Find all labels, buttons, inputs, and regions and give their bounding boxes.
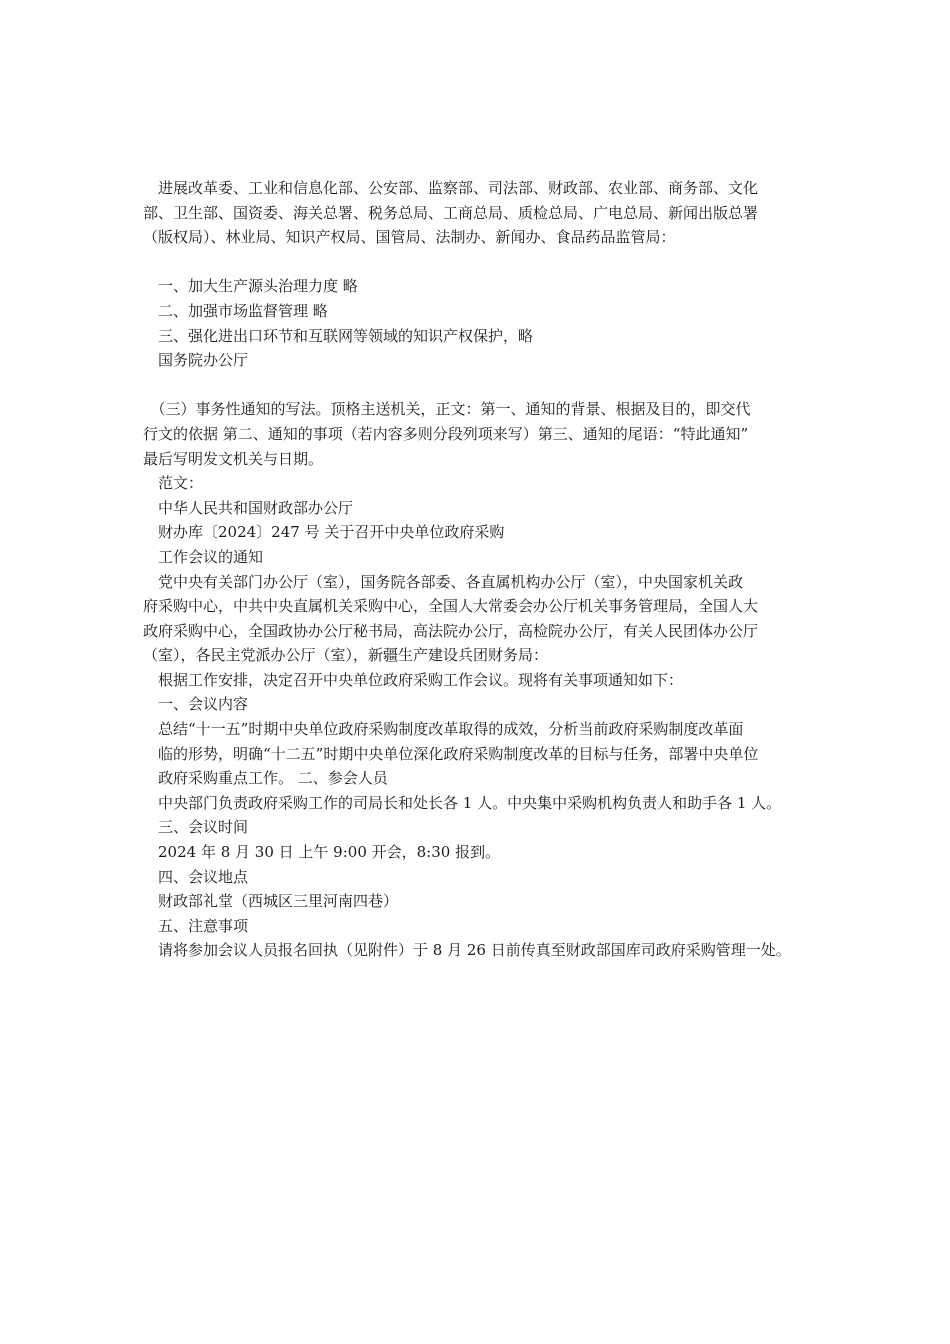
sample-label: 范文： [143, 474, 204, 493]
meeting-content-line-2: 临的形势，明确“十二五”时期中央单位深化政府采购制度改革的目标与任务，部署中央单位 [143, 744, 759, 763]
addressee-line-3: （版权局）、林业局、知识产权局、国管局、法制办、新闻办、食品药品监管局： [143, 228, 676, 247]
section-heading-line-3: 最后写明发文机关与日期。 [143, 449, 324, 468]
item-three: 三、强化进出口环节和互联网等领域的知识产权保护，略 [143, 326, 534, 345]
sample-addressee-line-4: （室），各民主党派办公厅（室），新疆生产建设兵团财务局： [143, 646, 549, 665]
document-body [143, 176, 823, 963]
meeting-content-heading: 一、会议内容 [143, 695, 249, 714]
sample-issuer: 中华人民共和国财政部办公厅 [143, 498, 354, 517]
addressee-line-2: 部、卫生部、国资委、海关总署、税务总局、工商总局、质检总局、广电总局、新闻出版总署 [143, 203, 759, 222]
sample-intro: 根据工作安排，决定召开中央单位政府采购工作会议。现将有关事项通知如下： [143, 670, 684, 689]
sample-addressee-line-1: 党中央有关部门办公厅（室），国务院各部委、各直属机构办公厅（室），中央国家机关政 [143, 572, 744, 591]
item-two: 二、加强市场监督管理 略 [143, 301, 328, 320]
item-one: 一、加大生产源头治理力度 略 [143, 277, 358, 296]
sample-addressee-line-2: 府采购中心，中共中央直属机关采购中心，全国人大常委会办公厅机关事务管理局，全国人大 [143, 597, 759, 616]
paragraph-gap [143, 250, 823, 275]
meeting-place-heading: 四、会议地点 [143, 867, 249, 886]
attendees-line: 中央部门负责政府采购工作的司局长和处长各 1 人。中央集中采购机构负责人和助手各 1 人。 [143, 793, 782, 812]
meeting-content-line-3: 政府采购重点工作。 二、参会人员 [143, 769, 388, 788]
sample-title-cont: 工作会议的通知 [143, 547, 264, 566]
paragraph-gap [143, 373, 823, 398]
section-heading-line-2: 行文的依据 第二、通知的事项（若内容多则分段列项来写）第三、通知的尾语：“特此通知” [143, 424, 749, 443]
issuer-line: 国务院办公厅 [143, 351, 249, 370]
addressee-line-1: 进展改革委、工业和信息化部、公安部、监察部、司法部、财政部、农业部、商务部、文化 [143, 179, 759, 197]
notes-line: 请将参加会议人员报名回执（见附件）于 8 月 26 日前传真至财政部国库司政府采购管理一处。 [143, 941, 791, 960]
meeting-content-line-1: 总结“十一五”时期中央单位政府采购制度改革取得的成效，分析当前政府采购制度改革面 [143, 720, 744, 739]
sample-doc-number-title: 财办库〔2024〕247 号 关于召开中央单位政府采购 [143, 523, 505, 542]
notes-heading: 五、注意事项 [143, 916, 249, 935]
meeting-place-line: 财政部礼堂（西城区三里河南四巷） [143, 892, 399, 911]
meeting-time-heading: 三、会议时间 [143, 818, 249, 837]
sample-addressee-line-3: 政府采购中心，全国政协办公厅秘书局，高法院办公厅，高检院办公厅，有关人民团体办公厅 [143, 621, 759, 640]
meeting-time-line: 2024 年 8 月 30 日 上午 9:00 开会，8:30 报到。 [143, 843, 501, 862]
section-heading-line-1: （三）事务性通知的写法。顶格主送机关，正文：第一、通知的背景、根据及目的，即交代 [143, 400, 751, 419]
